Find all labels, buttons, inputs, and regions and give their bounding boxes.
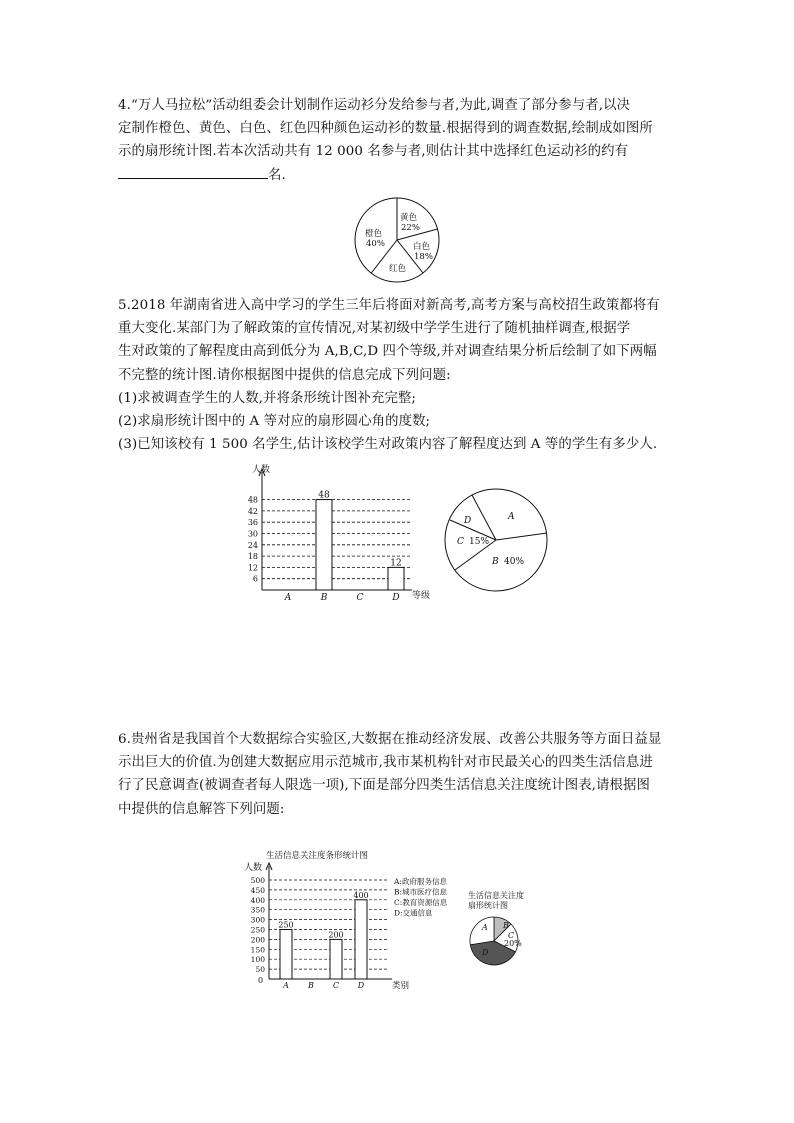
q4-slice-red-label: 红色 xyxy=(389,264,407,274)
q6-bar-title: 生活信息关注度条形统计图 xyxy=(266,851,369,861)
q4-slice-orange-pct: 40% xyxy=(366,239,385,249)
q6-x-tick: D xyxy=(357,981,365,990)
q6-pie-chart xyxy=(462,888,542,978)
q6-y-axis-label: 人数 xyxy=(244,863,263,873)
q4-line-1: 4.“万人马拉松”活动组委会计划制作运动衫分发给参与者,为此,调查了部分参与者,以决 xyxy=(118,98,631,113)
q5-x-tick: C xyxy=(356,593,364,603)
q4-pie-chart xyxy=(347,196,467,296)
q6-line-4: 中提供的信息解答下列问题: xyxy=(118,801,285,817)
q6-y-tick: 100 xyxy=(250,955,265,965)
q5-pie-c: C xyxy=(457,537,464,547)
q5-bar-B xyxy=(316,500,332,590)
q6-x-axis-label: 类别 xyxy=(392,981,410,991)
q5-line-3: 生对政策的了解程度由高到低分为 A,B,C,D 四个等级,并对调查结果分析后绘制了如下两幅 xyxy=(118,344,657,360)
q4-slice-white-pct: 18% xyxy=(414,252,433,262)
q6-pie-c: C xyxy=(508,931,515,940)
q6-pie-b: B xyxy=(503,921,509,930)
q5-y-tick: 36 xyxy=(247,518,258,528)
q6-y-tick: 50 xyxy=(255,965,265,975)
q5-bar-chart xyxy=(232,465,432,603)
q6-y-tick: 500 xyxy=(250,876,265,885)
q6-y-tick: 450 xyxy=(250,885,265,895)
q5-bar-label-B: 48 xyxy=(318,490,330,501)
q6-pie-a: A xyxy=(482,923,488,932)
q4-slice-orange-label: 橙色 xyxy=(365,229,383,239)
q5-y-tick: 12 xyxy=(247,563,258,573)
q5-part-2: (2)求扇形统计图中的 A 等对应的扇形圆心角的度数; xyxy=(118,414,431,430)
q6-bar-chart xyxy=(232,846,472,991)
q5-pie-b: B xyxy=(492,557,499,567)
q6-y-tick: 300 xyxy=(250,915,265,925)
q6-line-2: 示出巨大的价值.为创建大数据应用示范城市,我市某机构针对市民最关心的四类生活信息进 xyxy=(118,755,653,771)
q6-bar-D xyxy=(355,900,367,979)
q5-y-tick: 6 xyxy=(252,574,258,584)
q4-line-3: 示的扇形统计图.若本次活动共有 12 000 名参与者,则估计其中选择红色运动衫的约有 xyxy=(118,144,629,160)
q6-legend-item: A:政府服务信息 xyxy=(394,877,447,886)
q5-line-2: 重大变化.某部门为了解政策的宣传情况,对某初级中学学生进行了随机抽样调查,根据学 xyxy=(118,321,631,337)
q5-part-1: (1)求被调查学生的人数,并将条形统计图补充完整; xyxy=(118,390,417,406)
q5-y-tick: 30 xyxy=(247,529,258,539)
q6-line-1: 6.贵州省是我国首个大数据综合实验区,大数据在推动经济发展、改善公共服务等方面日益显 xyxy=(118,732,662,747)
q6-bar-label-D: 400 xyxy=(353,890,369,900)
q6-bar-C xyxy=(330,939,342,979)
q5-line-4: 不完整的统计图.请你根据图中提供的信息完成下列问题: xyxy=(118,367,451,383)
q5-pie-d: D xyxy=(464,516,472,526)
q6-pie-d: D xyxy=(482,948,489,957)
q4-slice-white-label: 白色 xyxy=(413,242,431,252)
q4-slice-yellow-pct: 22% xyxy=(401,223,420,233)
q6-bar-A xyxy=(280,930,292,980)
q6-legend-item: D:交通信息 xyxy=(394,908,433,918)
q5-pie-a: A xyxy=(508,512,515,522)
q5-x-tick: D xyxy=(392,593,400,603)
q5-x-tick: A xyxy=(284,593,292,603)
q6-legend-item: C:教育资源信息 xyxy=(394,898,448,907)
q5-y-tick: 48 xyxy=(247,495,258,505)
q5-line-1: 5.2018 年湖南省进入高中学习的学生三年后将面对新高考,高考方案与高校招生政策都将有 xyxy=(118,298,660,313)
q6-y-tick: 150 xyxy=(250,945,265,955)
q5-part-3: (3)已知该校有 1 500 名学生,估计该校学生对政策内容了解程度达到 A 等的学生有多少人. xyxy=(118,437,658,453)
q6-y-tick: 350 xyxy=(250,905,265,915)
q4-slice-yellow-label: 黄色 xyxy=(400,213,418,223)
q5-x-tick: B xyxy=(320,593,328,603)
q6-x-tick: B xyxy=(308,981,314,990)
answer-blank[interactable] xyxy=(118,164,268,179)
q5-y-axis-label: 人数 xyxy=(252,465,271,475)
q5-x-axis-label: 等级 xyxy=(412,591,431,601)
q5-bar-label-D: 12 xyxy=(390,558,402,569)
q5-y-tick: 42 xyxy=(247,506,258,516)
q6-bar-label-C: 200 xyxy=(328,930,344,940)
q5-pie-chart xyxy=(442,486,552,596)
q5-pie-c-pct: 15% xyxy=(469,537,490,547)
q6-legend-item: B:城市医疗信息 xyxy=(394,887,448,897)
q6-x-tick: A xyxy=(283,981,289,990)
q6-y-tick: 200 xyxy=(250,935,265,945)
q6-x-tick: C xyxy=(332,981,340,990)
question-4 xyxy=(118,94,684,187)
q5-pie-b-pct: 40% xyxy=(504,557,525,567)
q6-pie-c-pct: 20% xyxy=(504,939,522,948)
q4-tail: 名. xyxy=(268,167,286,183)
question-5 xyxy=(118,294,684,456)
q5-bar-D xyxy=(388,567,404,590)
q6-zero-tick: 0 xyxy=(258,976,264,985)
q6-bar-label-A: 250 xyxy=(278,920,294,930)
q5-y-tick: 18 xyxy=(247,552,258,562)
q6-line-3: 行了民意调查(被调查者每人限选一项),下面是部分四类生活信息关注度统计图表,请根据图 xyxy=(118,778,651,794)
q4-line-2: 定制作橙色、黄色、白色、红色四种颜色运动衫的数量.根据得到的调查数据,绘制成如图所 xyxy=(118,121,653,137)
q6-y-tick: 400 xyxy=(250,895,265,905)
q6-y-tick: 250 xyxy=(250,925,265,935)
question-6 xyxy=(118,728,684,821)
q6-pie-title-1: 生活信息关注度 xyxy=(468,891,524,900)
q5-y-tick: 24 xyxy=(247,540,258,550)
q6-pie-title-2: 扇形统计图 xyxy=(468,901,508,910)
